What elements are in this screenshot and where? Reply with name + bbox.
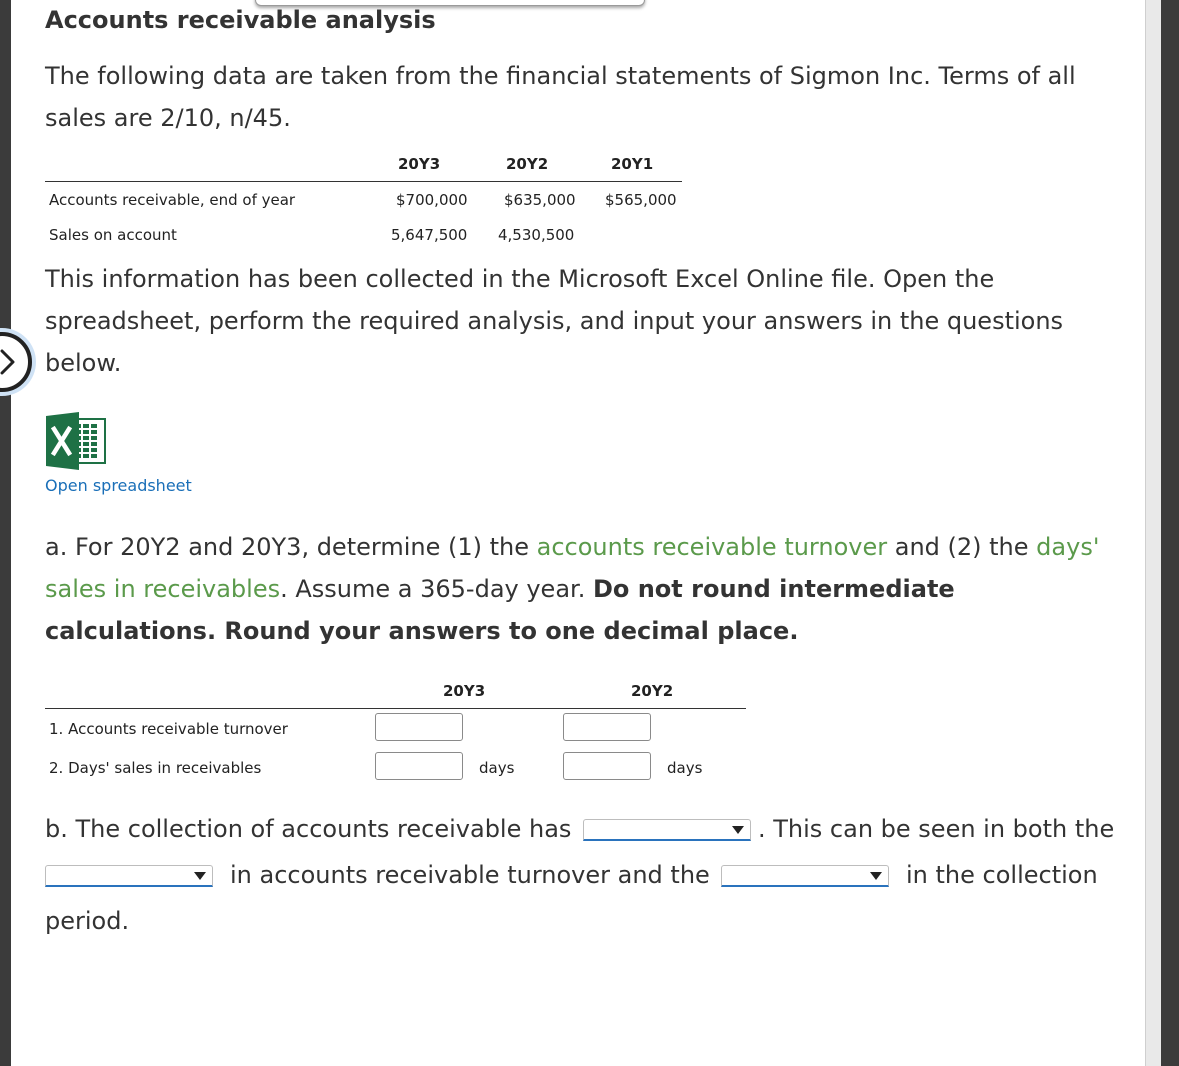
question-a-text: and (2) the: [887, 533, 1037, 561]
cell-sales-20y3: 5,647,500: [391, 226, 468, 244]
cell-ar-20y2: $635,000: [504, 191, 576, 209]
question-b-text-4: in the collection: [906, 861, 1098, 889]
days-sales-20y3-input[interactable]: [375, 752, 463, 780]
days-unit-20y2: days: [667, 759, 703, 777]
table-header-rule: [45, 181, 682, 182]
info-line-2: spreadsheet, perform the required analysis, and input your answers in the questions: [45, 307, 1064, 335]
days-sales-20y2-input[interactable]: [563, 752, 651, 780]
answer-col-header-20y3: 20Y3: [443, 682, 486, 700]
answer-row-label-turnover: 1. Accounts receivable turnover: [49, 720, 288, 738]
answer-col-header-20y2: 20Y2: [631, 682, 674, 700]
question-b-text-1: b. The collection of accounts receivable has: [45, 815, 572, 843]
col-header-20y2: 20Y2: [506, 155, 549, 173]
dropdown-arrow-icon: [732, 826, 744, 834]
question-b-text-2: . This can be seen in both the: [758, 815, 1115, 843]
page-title: Accounts receivable analysis: [45, 6, 436, 34]
question-b-text-3: in accounts receivable turnover and the: [230, 861, 710, 889]
question-a-instruction: calculations. Round your answers to one decimal place.: [45, 617, 799, 645]
scrollbar-track[interactable]: [1145, 0, 1162, 1066]
cell-sales-20y2: 4,530,500: [498, 226, 575, 244]
info-line-3: below.: [45, 349, 122, 377]
question-a-line-3: [45, 617, 798, 645]
info-line-1: This information has been collected in the Microsoft Excel Online file. Open the: [45, 265, 995, 293]
left-frame-bar: [0, 0, 11, 1066]
right-frame-bar: [1161, 0, 1179, 1066]
question-a-line-2: [45, 575, 955, 603]
term-days-sales[interactable]: days': [1036, 533, 1100, 561]
question-a-instruction: Do not round intermediate: [592, 575, 955, 603]
open-spreadsheet-link[interactable]: Open spreadsheet: [45, 476, 192, 495]
next-arrow-button[interactable]: [0, 332, 32, 392]
period-change-dropdown[interactable]: [721, 865, 889, 887]
turnover-20y2-input[interactable]: [563, 713, 651, 741]
term-sales-in-receivables[interactable]: sales in receivables: [45, 575, 281, 603]
excel-icon[interactable]: [45, 412, 107, 474]
row-label-sales-on-account: Sales on account: [49, 226, 177, 244]
term-ar-turnover[interactable]: accounts receivable turnover: [536, 533, 888, 561]
days-unit-20y3: days: [479, 759, 515, 777]
answer-table-rule: [45, 708, 746, 709]
intro-line-1: The following data are taken from the financial statements of Sigmon Inc. Terms of all: [45, 62, 1076, 90]
cell-ar-20y3: $700,000: [396, 191, 468, 209]
row-label-accounts-receivable: Accounts receivable, end of year: [49, 191, 296, 209]
question-a-text: a. For 20Y2 and 20Y3, determine (1) the: [45, 533, 537, 561]
col-header-20y3: 20Y3: [398, 155, 441, 173]
question-a-line-1: [45, 533, 1099, 561]
turnover-20y3-input[interactable]: [375, 713, 463, 741]
question-a-text: . Assume a 365-day year.: [280, 575, 593, 603]
answer-row-label-days-sales: 2. Days' sales in receivables: [49, 759, 262, 777]
chevron-right-icon: [0, 348, 16, 376]
dropdown-arrow-icon: [870, 872, 882, 880]
intro-line-2: sales are 2/10, n/45.: [45, 104, 291, 132]
cell-ar-20y1: $565,000: [605, 191, 677, 209]
collection-change-dropdown[interactable]: [583, 819, 751, 841]
question-b-text-5: period.: [45, 907, 130, 935]
col-header-20y1: 20Y1: [611, 155, 654, 173]
turnover-change-dropdown[interactable]: [45, 865, 213, 887]
dropdown-arrow-icon: [194, 872, 206, 880]
